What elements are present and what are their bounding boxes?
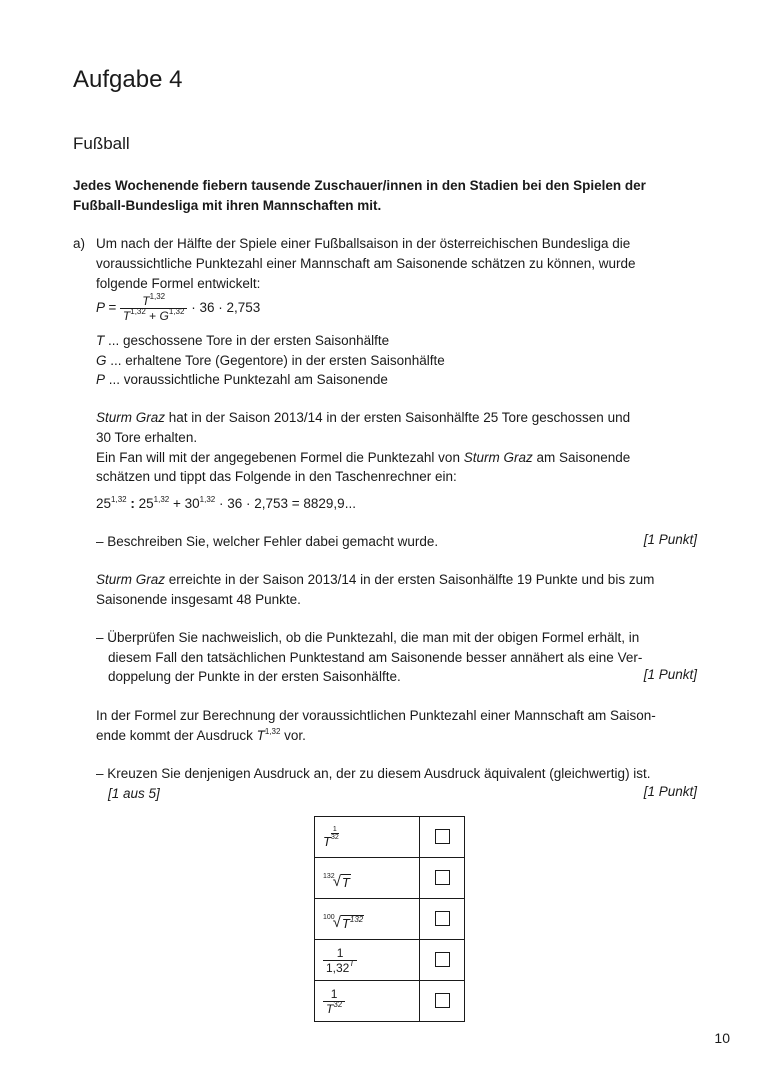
option-5-den-exp: 32 bbox=[333, 999, 343, 1009]
option-row-1 bbox=[315, 817, 465, 858]
task-2-line-3: doppelung der Punkte in der ersten Saisonhälfte. bbox=[108, 669, 401, 684]
option-3-base: T bbox=[341, 916, 350, 931]
formula-lhs: P = bbox=[96, 300, 117, 316]
option-3-checkbox[interactable] bbox=[435, 911, 450, 926]
option-1-expression bbox=[315, 817, 420, 858]
para4-line-2-pre: ende kommt der Ausdruck bbox=[96, 728, 257, 743]
option-3-expression: 100 √ $T^{132}$ bbox=[315, 899, 420, 940]
option-2-radicand: T bbox=[341, 875, 350, 890]
formula-den-exp-2: 1,32 bbox=[168, 307, 185, 316]
formula-num-exp: 1,32 bbox=[149, 292, 166, 301]
option-2-checkbox[interactable] bbox=[435, 870, 450, 885]
option-row-2 bbox=[315, 858, 465, 899]
option-5-den-base: T bbox=[326, 1001, 334, 1016]
option-2-expression: 132 √ T bbox=[315, 858, 420, 899]
option-5-checkbox[interactable] bbox=[435, 993, 450, 1008]
calc-a-exp: 1,32 bbox=[111, 495, 127, 504]
task-2-line-2: diesem Fall den tatsächlichen Punktestand am Saisonende besser annähert als eine Ver- bbox=[108, 650, 643, 665]
intro-line-1: Jedes Wochenende fiebern tausende Zuschauer/innen in den Stadien bei den Spielen der bbox=[73, 178, 646, 193]
calc-a: 25 bbox=[96, 496, 112, 511]
part-a-line-1: Um nach der Hälfte der Spiele einer Fußballsaison in der österreichischen Bundesliga die bbox=[96, 236, 631, 251]
definition-g bbox=[96, 351, 445, 371]
option-5-expression bbox=[315, 981, 420, 1022]
calc-b-exp: 1,32 bbox=[153, 495, 170, 504]
option-1-checkbox[interactable] bbox=[435, 829, 450, 844]
para3-line-1 bbox=[96, 570, 654, 590]
option-2-root-index: 132 bbox=[323, 873, 335, 880]
definition-t-symbol: T bbox=[96, 333, 105, 348]
option-3-root-index: 100 bbox=[323, 914, 335, 921]
para4-symbol: T bbox=[256, 728, 265, 743]
option-4-den-exp: T bbox=[349, 958, 355, 968]
para2-line-3 bbox=[96, 448, 630, 468]
para4-line-2 bbox=[96, 726, 306, 746]
option-row-4 bbox=[315, 940, 465, 981]
para4-line-1: In der Formel zur Berechnung der voraussichtlichen Punktezahl einer Mannschaft am Saison- bbox=[96, 708, 656, 723]
option-4-den-base: 1,32 bbox=[326, 960, 350, 975]
answer-options-table bbox=[314, 816, 465, 1022]
option-4-numerator: 1 bbox=[323, 946, 357, 961]
option-3-exp: 132 bbox=[349, 915, 364, 924]
para2-line-3-post: am Saisonende bbox=[532, 450, 631, 465]
page-number: 10 bbox=[714, 1030, 730, 1046]
para4-exponent: 1,32 bbox=[264, 727, 281, 736]
calc-plus: + bbox=[169, 496, 185, 511]
task-3-mode: [1 aus 5] bbox=[108, 786, 160, 801]
calc-rest: · 36 · 2,753 = 8829,9... bbox=[215, 496, 356, 511]
section-title: Fußball bbox=[73, 134, 130, 153]
task-3-points: [1 Punkt] bbox=[643, 784, 697, 799]
definition-g-symbol: G bbox=[96, 353, 107, 368]
option-4-expression bbox=[315, 940, 420, 981]
para2-line-1-text: hat in der Saison 2013/14 in der ersten Saisonhälfte 25 Tore geschossen und bbox=[165, 410, 631, 425]
formula-den-base-1: T bbox=[122, 309, 131, 323]
option-1-exp-den: 32 bbox=[330, 833, 339, 841]
definition-p-text: ... voraussichtliche Punktezahl am Saisonende bbox=[105, 372, 388, 387]
calc-colon: : bbox=[126, 496, 139, 511]
part-label: a) bbox=[73, 236, 86, 251]
option-1-base: T bbox=[323, 833, 331, 849]
part-a-line-2: voraussichtliche Punktezahl einer Mannschaft am Saisonende schätzen zu können, wurde bbox=[96, 256, 636, 271]
page-title: Aufgabe 4 bbox=[73, 66, 183, 93]
task-1-text: – Beschreiben Sie, welcher Fehler dabei gemacht wurde. bbox=[96, 534, 439, 549]
task-3-text: – Kreuzen Sie denjenigen Ausdruck an, der zu diesem Ausdruck äquivalent (gleichwertig) ist. bbox=[96, 766, 651, 781]
task-2-points: [1 Punkt] bbox=[643, 667, 697, 682]
calc-c-exp: 1,32 bbox=[199, 495, 216, 504]
definition-p-symbol: P bbox=[96, 372, 106, 387]
definition-p bbox=[96, 370, 388, 390]
team-name: Sturm Graz bbox=[96, 572, 166, 587]
intro-line-2: Fußball-Bundesliga mit ihren Mannschaften mit. bbox=[73, 198, 382, 213]
team-name: Sturm Graz bbox=[96, 410, 166, 425]
definition-t bbox=[96, 331, 389, 351]
definition-g-text: ... erhaltene Tore (Gegentore) in der ersten Saisonhälfte bbox=[106, 353, 445, 368]
calc-b: 25 bbox=[138, 496, 154, 511]
para4-line-2-post: vor. bbox=[280, 728, 306, 743]
task-1-points: [1 Punkt] bbox=[643, 532, 697, 547]
formula-tail: · 36 · 2,753 bbox=[191, 300, 261, 316]
formula-den-exp-1: 1,32 bbox=[130, 307, 146, 316]
para2-line-4: schätzen und tippt das Folgende in den Taschenrechner ein: bbox=[96, 469, 457, 484]
calc-c: 30 bbox=[184, 496, 200, 511]
formula-fraction bbox=[120, 294, 188, 323]
formula-den-base-2: G bbox=[159, 309, 169, 323]
option-row-5 bbox=[315, 981, 465, 1022]
part-a-line-3: folgende Formel entwickelt: bbox=[96, 276, 261, 291]
definition-t-text: ... geschossene Tore in der ersten Saisonhälfte bbox=[104, 333, 390, 348]
team-name: Sturm Graz bbox=[463, 450, 533, 465]
formula bbox=[96, 294, 260, 323]
option-row-3 bbox=[315, 899, 465, 940]
para3-line-2: Saisonende insgesamt 48 Punkte. bbox=[96, 592, 301, 607]
formula-den-plus: + bbox=[149, 309, 157, 323]
option-1-exp-num: 1 bbox=[332, 825, 337, 833]
option-4-checkbox[interactable] bbox=[435, 952, 450, 967]
para2-line-1 bbox=[96, 408, 630, 428]
task-2-line-1: – Überprüfen Sie nachweislich, ob die Punktezahl, die man mit der obigen Formel erhält, in bbox=[96, 630, 640, 645]
formula-num-base: T bbox=[142, 294, 150, 308]
calculator-input bbox=[96, 494, 356, 514]
para2-line-2: 30 Tore erhalten. bbox=[96, 430, 198, 445]
para2-line-3-pre: Ein Fan will mit der angegebenen Formel die Punktezahl von bbox=[96, 450, 464, 465]
para3-line-1-text: erreichte in der Saison 2013/14 in der ersten Saisonhälfte 19 Punkte und bis zum bbox=[165, 572, 655, 587]
option-5-numerator: 1 bbox=[323, 987, 345, 1002]
